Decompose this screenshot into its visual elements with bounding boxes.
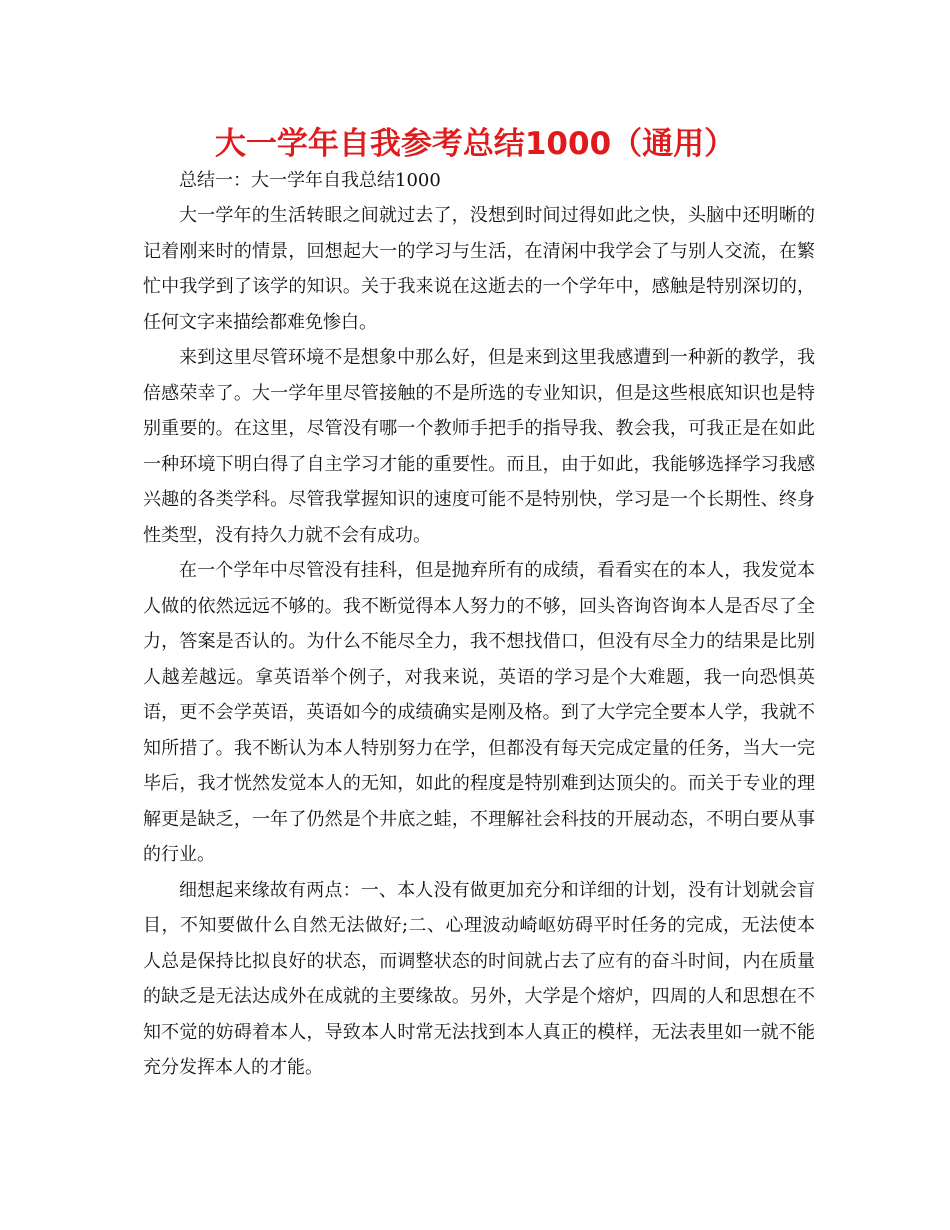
document-title: 大一学年自我参考总结1000（通用） bbox=[214, 126, 736, 162]
paragraph-4: 细想起来缘故有两点：一、本人没有做更加充分和详细的计划，没有计划就会盲目，不知要做什么自然无法做好;二、心理波动崎岖妨碍平时任务的完成，无法使本人总是保持比拟良好的状态，而调整状态的时间就占去了应有的奋斗时间，内在质量的缺乏是无法达成外在成就的主要缘故。另外，大学是个熔炉，四周的人和思想在不知不觉的妨碍着本人，导致本人时常无法找到本人真正的模样，无法表里如一就不能充分发挥本人的才能。 bbox=[143, 879, 815, 1078]
paragraph-2: 来到这里尽管环境不是想象中那么好，但是来到这里我感遭到一种新的教学，我倍感荣幸了。大一学年里尽管接触的不是所选的专业知识，但是这些根底知识也是特别重要的。在这里，尽管没有哪一个教师手把手的指导我、教会我，可我正是在如此一种环境下明白得了自主学习才能的重要性。而且，由于如此，我能够选择学习我感兴趣的各类学科。尽管我掌握知识的速度可能不是特别快，学习是一个长期性、终身性类型，没有持久力就不会有成功。 bbox=[143, 347, 815, 546]
section-subtitle: 总结一：大一学年自我总结1000 bbox=[179, 170, 441, 191]
paragraph-1: 大一学年的生活转眼之间就过去了，没想到时间过得如此之快，头脑中还明晰的记着刚来时的情景，回想起大一的学习与生活，在清闲中我学会了与别人交流，在繁忙中我学到了该学的知识。关于我来说在这逝去的一个学年中，感触是特别深切的，任何文字来描绘都难免惨白。 bbox=[143, 205, 815, 333]
paragraph-3: 在一个学年中尽管没有挂科，但是抛弃所有的成绩，看看实在的本人，我发觉本人做的依然远远不够的。我不断觉得本人努力的不够，回头咨询咨询本人是否尽了全力，答案是否认的。为什么不能尽全力，我不想找借口，但没有尽全力的结果是比别人越差越远。拿英语举个例子，对我来说，英语的学习是个大难题，我一向恐惧英语，更不会学英语，英语如今的成绩确实是刚及格。到了大学完全要本人学，我就不知所措了。我不断认为本人特别努力在学，但都没有每天完成定量的任务，当大一完毕后，我才恍然发觉本人的无知，如此的程度是特别难到达顶尖的。而关于专业的理解更是缺乏，一年了仍然是个井底之蛙，不理解社会科技的开展动态，不明白要从事的行业。 bbox=[143, 560, 815, 865]
document-body bbox=[143, 166, 815, 1086]
